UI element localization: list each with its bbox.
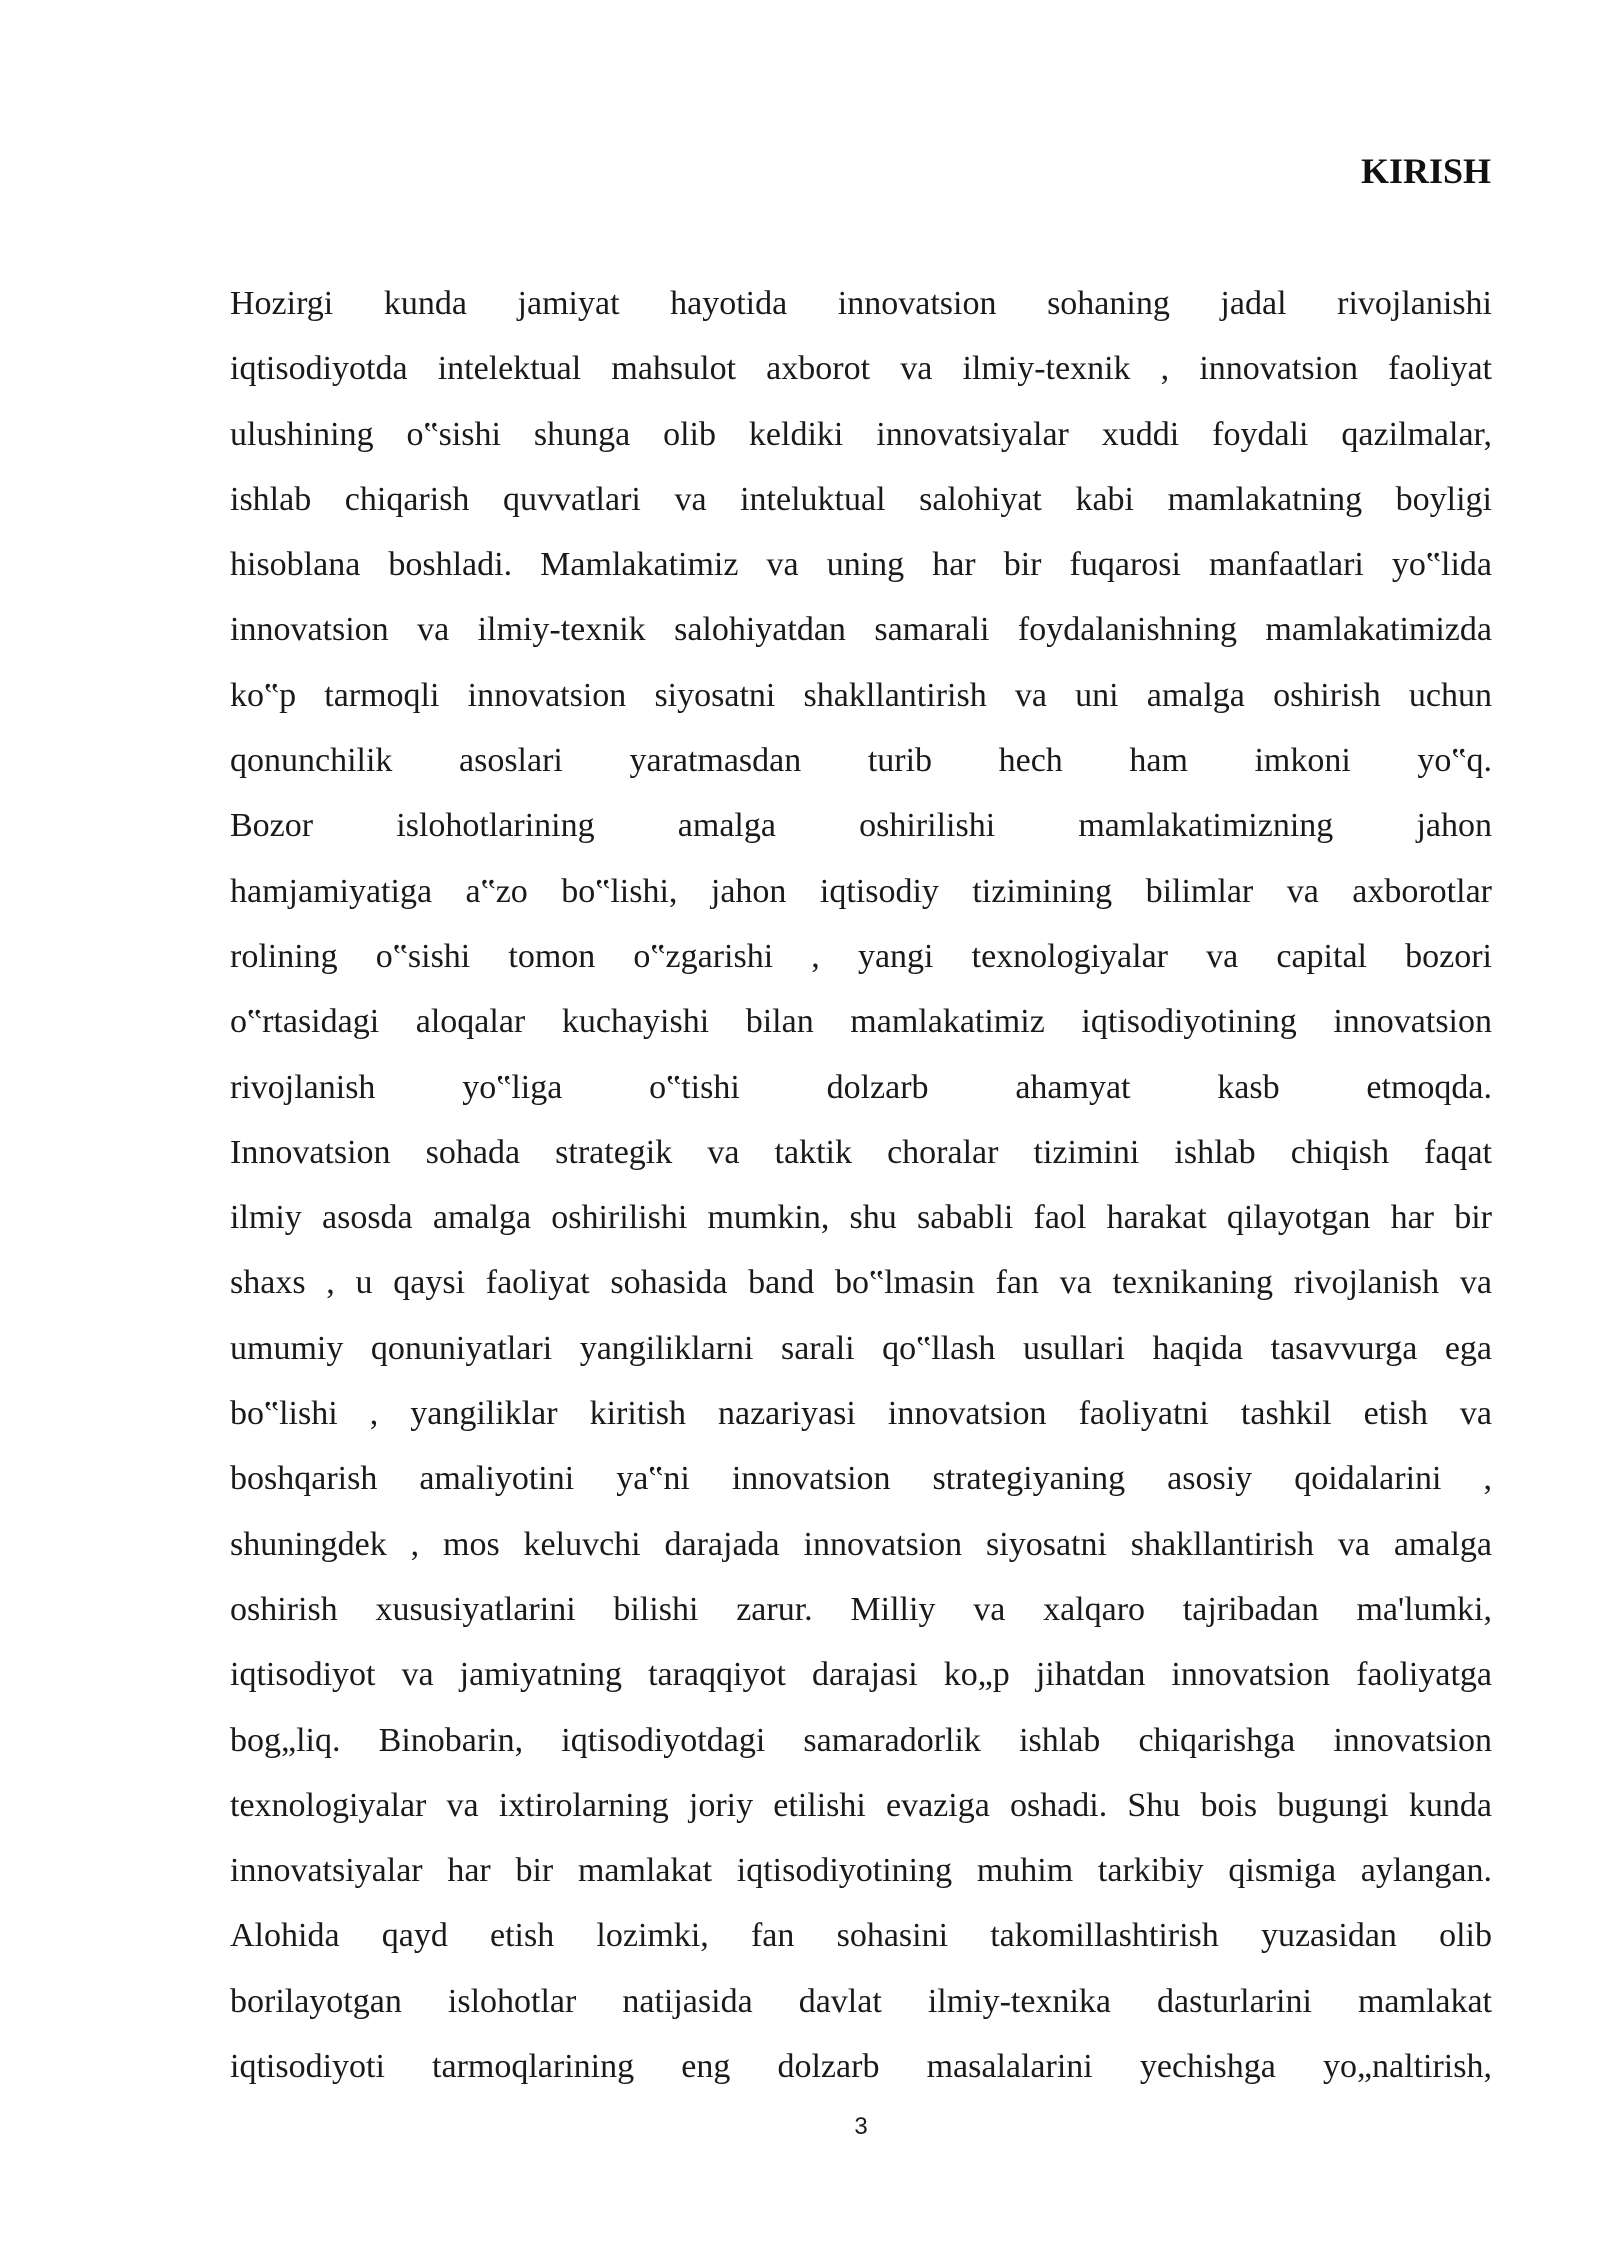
text-line: rolining o‟sishi tomon o‟zgarishi , yangi texnologiyalar va capital bozori bbox=[230, 937, 1492, 975]
text-line: iqtisodiyot va jamiyatning taraqqiyot darajasi ko„p jihatdan innovatsion faoliyatga bbox=[230, 1656, 1492, 1694]
text-line: hamjamiyatiga a‟zo bo‟lishi, jahon iqtisodiy tizimining bilimlar va axborotlar bbox=[230, 872, 1492, 910]
text-line: bog„liq. Binobarin, iqtisodiyotdagi samaradorlik ishlab chiqarishga innovatsion bbox=[230, 1721, 1492, 1759]
text-line: rivojlanish yo‟liga o‟tishi dolzarb ahamyat kasb etmoqda. bbox=[230, 1068, 1492, 1106]
text-line: ishlab chiqarish quvvatlari va inteluktual salohiyat kabi mamlakatning boyligi bbox=[230, 480, 1492, 518]
text-line: o‟rtasidagi aloqalar kuchayishi bilan mamlakatimiz iqtisodiyotining innovatsion bbox=[230, 1003, 1492, 1041]
text-line: innovatsiyalar har bir mamlakat iqtisodiyotining muhim tarkibiy qismiga aylangan. bbox=[230, 1852, 1492, 1890]
text-line: Hozirgi kunda jamiyat hayotida innovatsion sohaning jadal rivojlanishi bbox=[230, 285, 1492, 322]
text-line: umumiy qonuniyatlari yangiliklarni sarali qo‟llash usullari haqida tasavvurga ega bbox=[230, 1329, 1492, 1367]
text-line: ulushining o‟sishi shunga olib keldiki innovatsiyalar xuddi foydali qazilmalar, bbox=[230, 415, 1492, 453]
section-heading: KIRISH bbox=[1360, 151, 1491, 191]
text-line: oshirish xususiyatlarini bilishi zarur. Milliy va xalqaro tajribadan ma'lumki, bbox=[230, 1590, 1492, 1628]
text-line: ilmiy asosda amalga oshirilishi mumkin, shu sababli faol harakat qilayotgan har bir bbox=[230, 1199, 1492, 1237]
text-line: boshqarish amaliyotini ya‟ni innovatsion strategiyaning asosiy qoidalarini , bbox=[230, 1460, 1492, 1498]
body-text bbox=[230, 283, 1492, 2111]
text-line: shaxs , u qaysi faoliyat sohasida band bo‟lmasin fan va texnikaning rivojlanish va bbox=[230, 1264, 1492, 1302]
text-line: ko‟p tarmoqli innovatsion siyosatni shakllantirish va uni amalga oshirish uchun bbox=[230, 676, 1492, 714]
text-line: Innovatsion sohada strategik va taktik choralar tizimini ishlab chiqish faqat bbox=[230, 1133, 1492, 1171]
text-line: texnologiyalar va ixtirolarning joriy etilishi evaziga oshadi. Shu bois bugungi kunda bbox=[230, 1786, 1492, 1824]
text-line: iqtisodiyotda intelektual mahsulot axborot va ilmiy-texnik , innovatsion faoliyat bbox=[230, 350, 1492, 388]
text-line: iqtisodiyoti tarmoqlarining eng dolzarb masalalarini yechishga yo„naltirish, bbox=[230, 2048, 1492, 2086]
page-number: 3 bbox=[854, 2113, 868, 2140]
text-line: qonunchilik asoslari yaratmasdan turib hech ham imkoni yo‟q. bbox=[230, 742, 1492, 780]
text-line: borilayotgan islohotlar natijasida davlat ilmiy-texnika dasturlarini mamlakat bbox=[230, 1982, 1492, 2020]
text-line: Bozor islohotlarining amalga oshirilishi mamlakatimizning jahon bbox=[230, 807, 1492, 845]
text-line: innovatsion va ilmiy-texnik salohiyatdan samarali foydalanishning mamlakatimizda bbox=[230, 611, 1492, 649]
text-line: hisoblana boshladi. Mamlakatimiz va uning har bir fuqarosi manfaatlari yo‟lida bbox=[230, 546, 1492, 584]
text-line: Alohida qayd etish lozimki, fan sohasini takomillashtirish yuzasidan olib bbox=[230, 1917, 1492, 1955]
text-line: bo‟lishi , yangiliklar kiritish nazariyasi innovatsion faoliyatni tashkil etish va bbox=[230, 1395, 1492, 1433]
text-line: shuningdek , mos keluvchi darajada innovatsion siyosatni shakllantirish va amalga bbox=[230, 1525, 1492, 1563]
